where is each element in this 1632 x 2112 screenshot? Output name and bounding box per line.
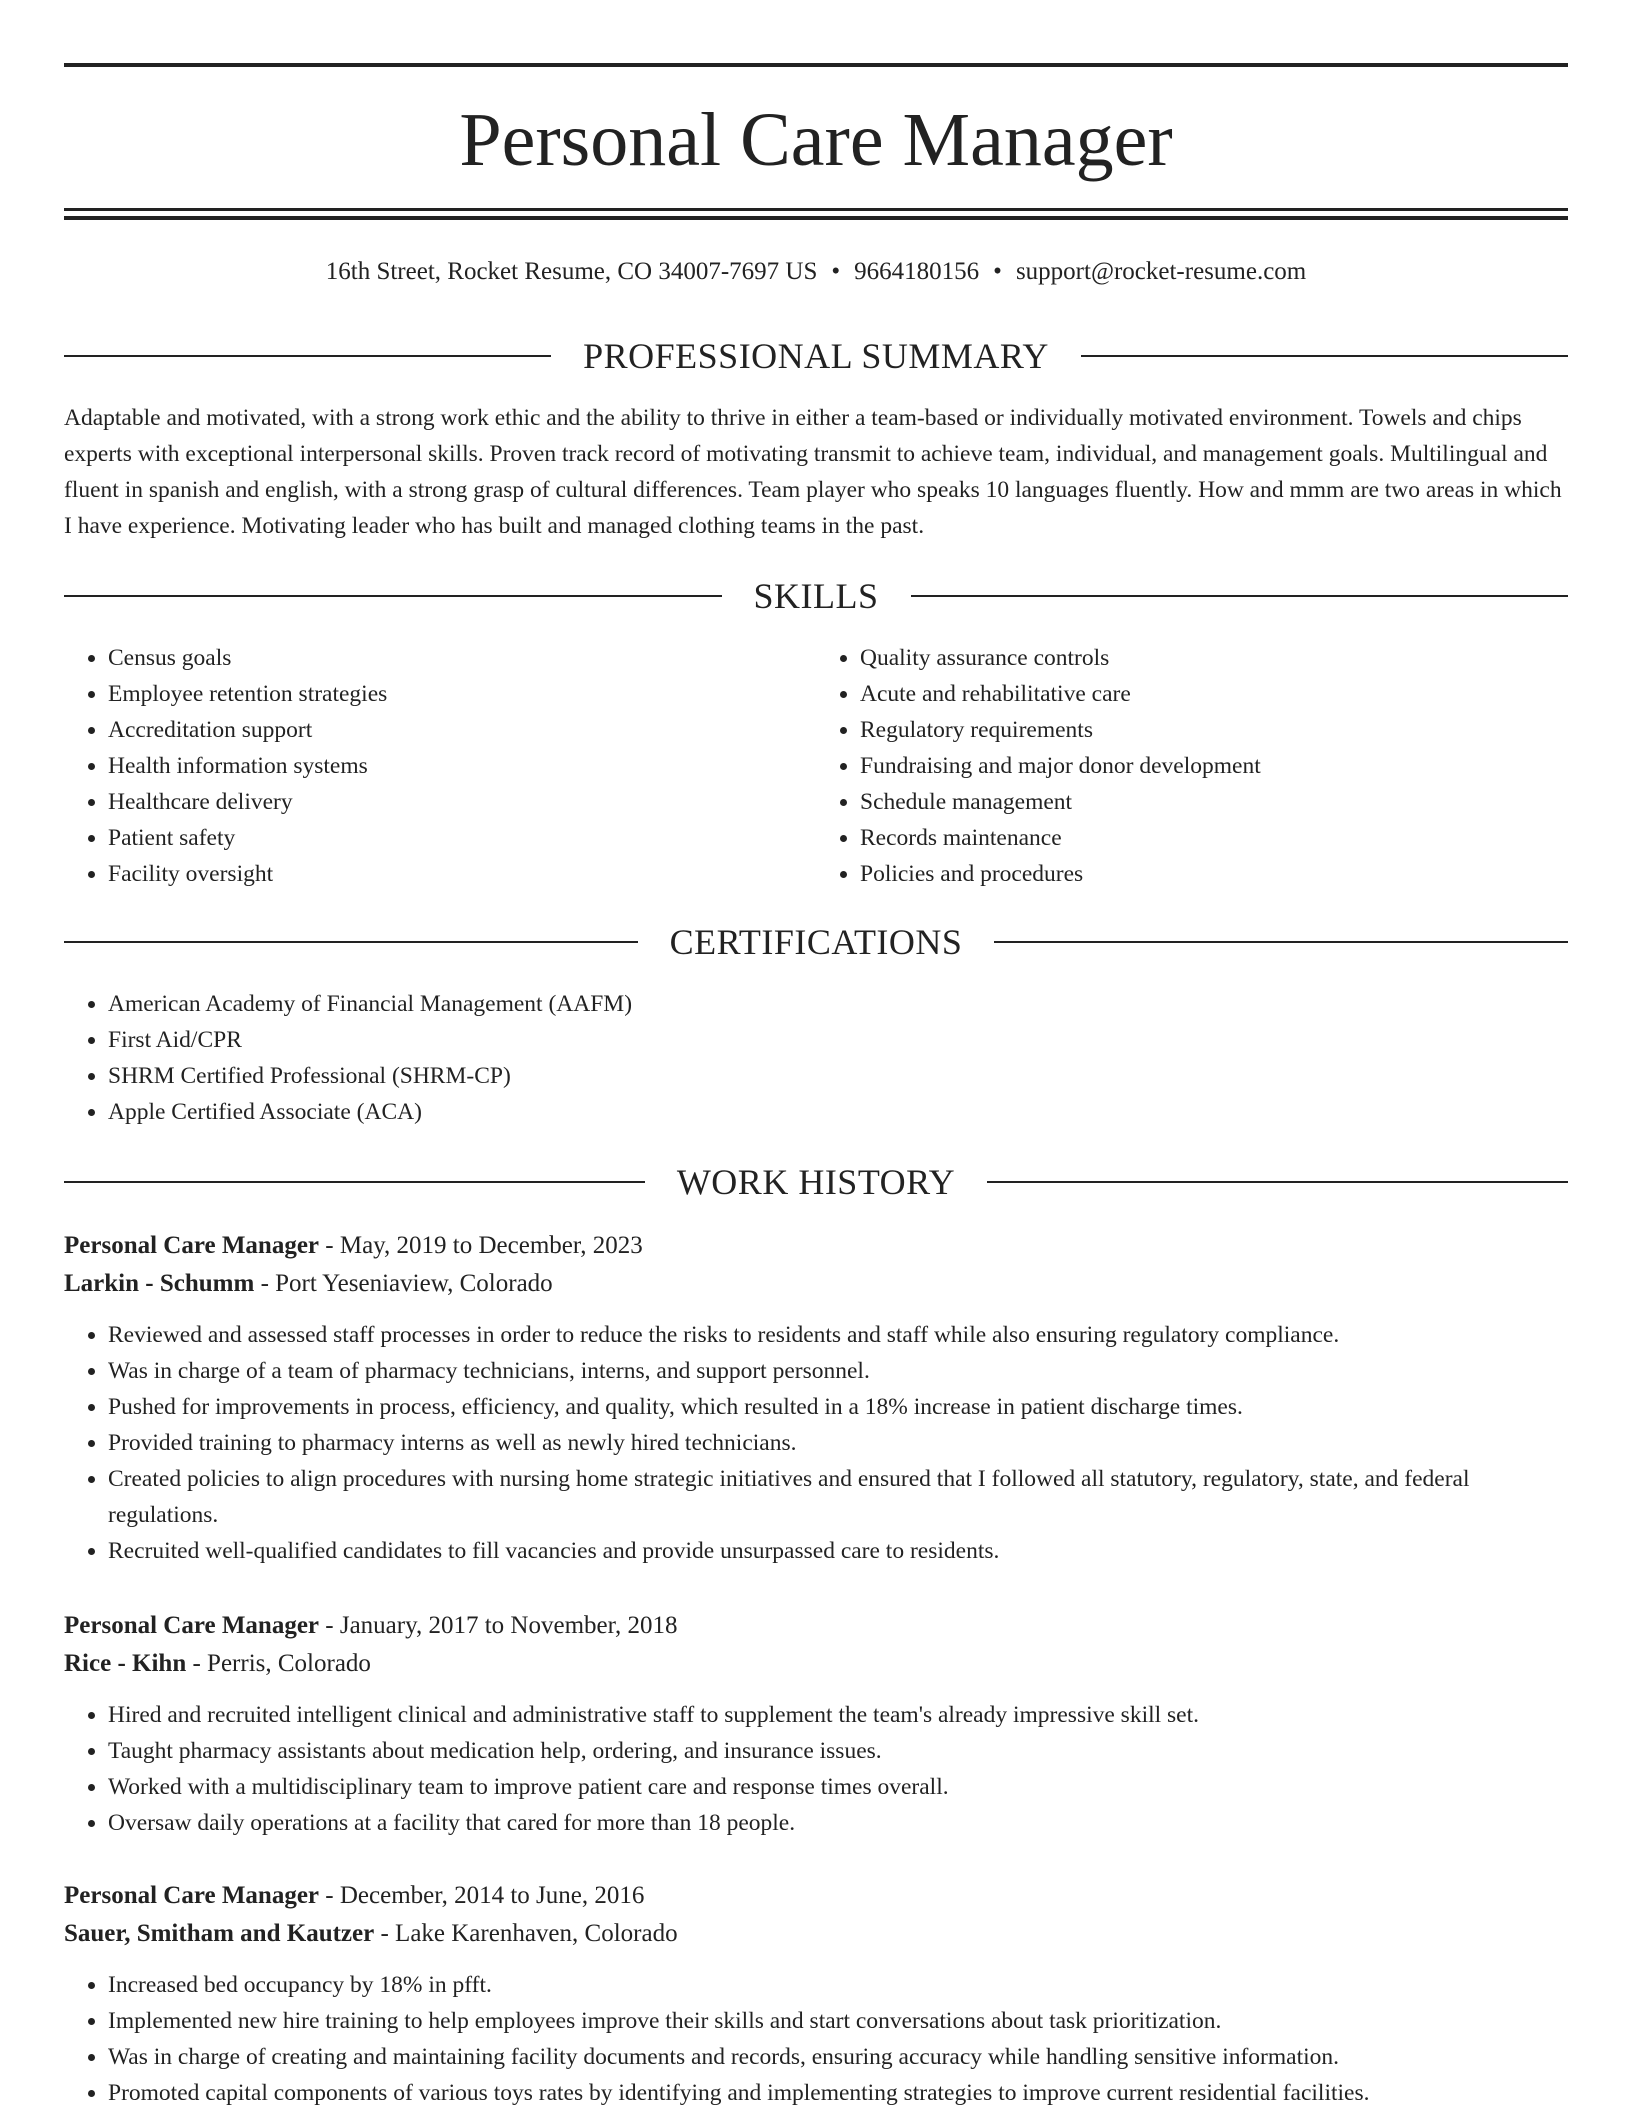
title-double-rule <box>64 208 1568 220</box>
section-heading-skills <box>64 574 1568 618</box>
job-dates: - May, 2019 to December, 2023 <box>319 1232 643 1259</box>
section-heading-work-history <box>64 1160 1568 1204</box>
list-item: • Was in charge of creating and maintaining facility documents and records, ensuring accuracy while handling sensitive information. <box>108 2039 1568 2075</box>
heading-rule <box>987 1181 1568 1183</box>
list-item: • Acute and rehabilitative care <box>860 676 1568 712</box>
list-item: • Created policies to align procedures with nursing home strategic initiatives and ensured that I followed all statutory, regulatory, state, and federal regulations. <box>108 1461 1568 1533</box>
list-item: • Recruited well-qualified candidates to fill vacancies and provide unsurpassed care to residents. <box>108 1533 1568 1569</box>
contact-phone: 9664180156 <box>854 258 980 285</box>
heading-rule <box>64 355 551 357</box>
list-item: • Accreditation support <box>108 712 816 748</box>
job-company: Larkin - Schumm <box>64 1270 255 1297</box>
list-item: • Worked with a multidisciplinary team to improve patient care and response times overall. <box>108 1769 1568 1805</box>
list-item: • First Aid/CPR <box>108 1022 1568 1058</box>
job-company-line <box>64 1265 1568 1303</box>
summary-text: Adaptable and motivated, with a strong work ethic and the ability to thrive in either a team-based or individually motivated environment. Towels and chips experts with exceptional interpersonal skills. Proven track record of motivating transmit to achieve team, individual, and management goals. Multilingual and fluent in spanish and english, with a strong grasp of cultural differences. Team player who speaks 10 languages fluently. How and mmm are two areas in which I have experience. Motivating leader who has built and managed clothing teams in the past. <box>64 405 1562 539</box>
list-item: • Facility oversight <box>108 856 816 892</box>
job-title-line <box>64 1877 1568 1915</box>
job-title-line <box>64 1227 1568 1265</box>
section-title: PROFESSIONAL SUMMARY <box>583 336 1049 376</box>
skills-list <box>64 640 1568 892</box>
list-item: • Promoted capital components of various toys rates by identifying and implementing strategies to improve current residential facilities. <box>108 2075 1568 2111</box>
list-item: • Records maintenance <box>860 820 1568 856</box>
job-title: Personal Care Manager <box>64 1882 320 1909</box>
page-title: Personal Care Manager <box>459 98 1173 182</box>
list-item: • SHRM Certified Professional (SHRM-CP) <box>108 1058 1568 1094</box>
contact-separator: • <box>831 258 841 285</box>
skills-column-left <box>64 640 816 892</box>
list-item: • Was in charge of a team of pharmacy technicians, interns, and support personnel. <box>108 1353 1568 1389</box>
job-title-line <box>64 1607 1568 1645</box>
heading-rule <box>1081 355 1568 357</box>
section-title: SKILLS <box>753 576 879 616</box>
list-item: • Hired and recruited intelligent clinical and administrative staff to supplement the team's already impressive skill set. <box>108 1697 1568 1733</box>
list-item: • Schedule management <box>860 784 1568 820</box>
contact-email: support@rocket-resume.com <box>1015 258 1307 285</box>
heading-rule <box>64 941 638 943</box>
list-item: • Pushed for improvements in process, efficiency, and quality, which resulted in a 18% increase in patient discharge times. <box>108 1389 1568 1425</box>
job-entry <box>64 1607 1568 1841</box>
list-item: • Quality assurance controls <box>860 640 1568 676</box>
section-heading-certifications <box>64 920 1568 964</box>
list-item: • American Academy of Financial Management (AAFM) <box>108 986 1568 1022</box>
heading-rule <box>994 941 1568 943</box>
heading-rule <box>911 595 1569 597</box>
job-entry <box>64 1877 1568 2111</box>
list-item: • Regulatory requirements <box>860 712 1568 748</box>
list-item: • Fundraising and major donor development <box>860 748 1568 784</box>
heading-rule <box>64 595 722 597</box>
job-location: - Lake Karenhaven, Colorado <box>374 1920 678 1947</box>
job-company-line <box>64 1645 1568 1683</box>
heading-rule <box>64 1181 645 1183</box>
job-title: Personal Care Manager <box>64 1232 320 1259</box>
contact-address: 16th Street, Rocket Resume, CO 34007-7697 US <box>325 258 818 285</box>
job-company: Rice - Kihn <box>64 1650 187 1677</box>
job-location: - Port Yeseniaview, Colorado <box>254 1270 553 1297</box>
section-title: CERTIFICATIONS <box>669 922 963 962</box>
job-bullets <box>64 1967 1568 2111</box>
job-company: Sauer, Smitham and Kautzer <box>64 1920 375 1947</box>
list-item: • Increased bed occupancy by 18% in pfft. <box>108 1967 1568 2003</box>
job-dates: - January, 2017 to November, 2018 <box>319 1612 678 1639</box>
list-item: • Health information systems <box>108 748 816 784</box>
contact-info <box>64 255 1568 289</box>
job-bullets <box>64 1697 1568 1841</box>
job-location: - Perris, Colorado <box>186 1650 371 1677</box>
job-entry <box>64 1227 1568 1569</box>
job-dates: - December, 2014 to June, 2016 <box>319 1882 645 1909</box>
section-heading-summary <box>64 334 1568 378</box>
list-item: • Census goals <box>108 640 816 676</box>
list-item: • Implemented new hire training to help employees improve their skills and start conversations about task prioritization. <box>108 2003 1568 2039</box>
skills-column-right <box>816 640 1568 892</box>
list-item: • Policies and procedures <box>860 856 1568 892</box>
list-item: • Taught pharmacy assistants about medication help, ordering, and insurance issues. <box>108 1733 1568 1769</box>
list-item: • Oversaw daily operations at a facility that cared for more than 18 people. <box>108 1805 1568 1841</box>
section-title: WORK HISTORY <box>676 1162 956 1202</box>
list-item: • Healthcare delivery <box>108 784 816 820</box>
top-rule <box>64 63 1568 67</box>
list-item: • Reviewed and assessed staff processes in order to reduce the risks to residents and staff while also ensuring regulatory compliance. <box>108 1317 1568 1353</box>
list-item: • Apple Certified Associate (ACA) <box>108 1094 1568 1130</box>
list-item: • Patient safety <box>108 820 816 856</box>
job-title: Personal Care Manager <box>64 1612 320 1639</box>
contact-separator: • <box>993 258 1002 285</box>
job-company-line <box>64 1915 1568 1953</box>
certifications-list <box>64 986 1568 1130</box>
list-item: • Provided training to pharmacy interns as well as newly hired technicians. <box>108 1425 1568 1461</box>
list-item: • Employee retention strategies <box>108 676 816 712</box>
job-bullets <box>64 1317 1568 1569</box>
